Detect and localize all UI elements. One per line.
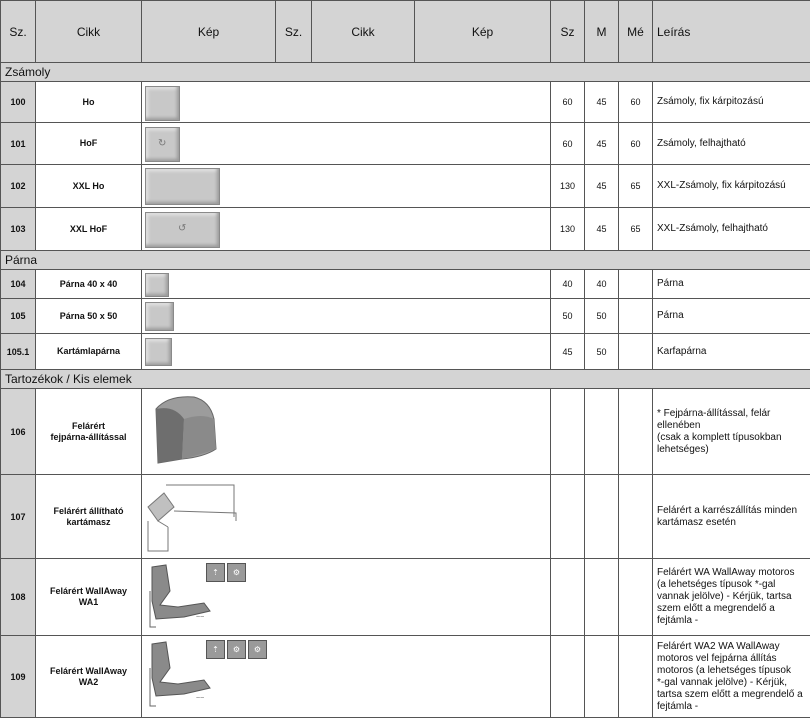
table-row: [1, 299, 810, 334]
header-sz: Sz.: [1, 1, 36, 63]
description: [653, 475, 810, 559]
table-row: [1, 82, 810, 123]
height-value: [585, 389, 619, 475]
fold-arrow-icon: ↺: [178, 223, 187, 234]
description-line: motoros vel fejpárna állítás: [657, 652, 777, 664]
table-row: [1, 559, 810, 636]
wallaway-recliner-image: [144, 561, 214, 633]
row-number: 104: [1, 270, 36, 299]
svg-text:~~: ~~: [196, 695, 205, 702]
description-line: kartámasz esetén: [657, 516, 736, 528]
section-row: [1, 251, 810, 270]
description-line: (a lehetséges típusok *-gal: [657, 579, 776, 590]
height-value: 45: [585, 123, 619, 165]
width-value: [551, 636, 585, 718]
depth-value: [619, 299, 653, 334]
product-image-cell: [142, 334, 551, 370]
article-name: [36, 636, 142, 718]
section-zsamoly: Zsámoly: [1, 63, 810, 82]
description: [653, 559, 810, 636]
article-name-line: Felárért állítható: [53, 505, 124, 516]
product-image-cell: [142, 123, 551, 165]
description: XXL-Zsámoly, felhajtható: [653, 208, 810, 251]
description-line: Felárért WA2 WA WallAway: [657, 640, 780, 652]
description-line: lehetséges): [657, 443, 709, 455]
article-name: Ho: [36, 82, 142, 123]
description: Zsámoly, fix kárpitozású: [653, 82, 810, 123]
product-image-cell: [142, 389, 551, 475]
description: Zsámoly, felhajtható: [653, 123, 810, 165]
article-name-line: kartámasz: [66, 516, 111, 527]
wallaway-recliner-image: [144, 638, 214, 714]
product-image-cell: [142, 636, 551, 718]
article-name-line: Felárért: [71, 420, 106, 431]
cushion-image: [145, 302, 174, 331]
fold-arrow-icon: ↻: [158, 138, 167, 149]
width-value: 130: [551, 208, 585, 251]
description: Párna: [653, 270, 810, 299]
height-value: 45: [585, 208, 619, 251]
description-line: (csak a komplett típusokban: [657, 431, 782, 443]
depth-value: 65: [619, 208, 653, 251]
adjustable-armrest-image: [144, 477, 244, 555]
table-row: [1, 208, 810, 251]
description: [653, 636, 810, 718]
width-value: [551, 475, 585, 559]
product-image-cell: [142, 475, 551, 559]
ottoman-image: [145, 86, 180, 121]
foldable-ottoman-image: [145, 127, 180, 162]
width-value: 40: [551, 270, 585, 299]
header-width: Sz: [551, 1, 585, 63]
width-value: 60: [551, 123, 585, 165]
description: XXL-Zsámoly, fix kárpitozású: [653, 165, 810, 208]
depth-value: 60: [619, 123, 653, 165]
article-name-line: WA1: [78, 597, 99, 607]
depth-value: 60: [619, 82, 653, 123]
width-value: 45: [551, 334, 585, 370]
height-value: 40: [585, 270, 619, 299]
height-value: [585, 475, 619, 559]
height-value: 45: [585, 165, 619, 208]
motor-recline-icon: ⇡: [206, 563, 225, 582]
svg-text:~~: ~~: [196, 614, 205, 621]
header-height: M: [585, 1, 619, 63]
description-line: ellenében: [657, 419, 701, 431]
section-row: [1, 63, 810, 82]
description-line: fejtámla -: [657, 615, 699, 626]
row-number: 101: [1, 123, 36, 165]
article-name: XXL Ho: [36, 165, 142, 208]
product-image-cell: [142, 165, 551, 208]
xxl-foldable-ottoman-image: [145, 212, 220, 248]
product-image-cell: [142, 559, 551, 636]
depth-value: 65: [619, 165, 653, 208]
motor-icons: [206, 640, 269, 659]
description: Párna: [653, 299, 810, 334]
description-line: Felárért WA WallAway motoros: [657, 567, 795, 578]
header-kep-2: Kép: [415, 1, 551, 63]
article-name: Párna 40 x 40: [36, 270, 142, 299]
cushion-image: [145, 273, 169, 297]
row-number: 106: [1, 389, 36, 475]
header-sz-2: Sz.: [276, 1, 312, 63]
row-number: 102: [1, 165, 36, 208]
article-name: XXL HoF: [36, 208, 142, 251]
article-name: HoF: [36, 123, 142, 165]
table-row: [1, 389, 810, 475]
description-line: vannak jelölve) - Kérjük, tartsa: [657, 591, 792, 602]
article-name-line: Felárért WallAway: [49, 586, 128, 596]
article-name: [36, 475, 142, 559]
depth-value: [619, 636, 653, 718]
article-name-line: fejpárna-állítással: [50, 431, 127, 442]
height-value: 50: [585, 334, 619, 370]
table-row: [1, 270, 810, 299]
table-row: [1, 475, 810, 559]
article-name: [36, 559, 142, 636]
depth-value: [619, 559, 653, 636]
header-kep: Kép: [142, 1, 276, 63]
row-number: 107: [1, 475, 36, 559]
product-image-cell: [142, 208, 551, 251]
description-line: tartsa szem előtt a megrendelő a: [657, 688, 803, 700]
width-value: [551, 559, 585, 636]
row-number: 105: [1, 299, 36, 334]
section-parna: Párna: [1, 251, 810, 270]
depth-value: [619, 389, 653, 475]
description-line: motoros (a lehetséges típusok: [657, 664, 791, 676]
table-row: [1, 334, 810, 370]
product-image-cell: [142, 82, 551, 123]
depth-value: [619, 334, 653, 370]
depth-value: [619, 270, 653, 299]
width-value: 60: [551, 82, 585, 123]
product-image-cell: [142, 270, 551, 299]
article-name: Párna 50 x 50: [36, 299, 142, 334]
width-value: 130: [551, 165, 585, 208]
motor-gear-icon: ⚙: [227, 640, 246, 659]
motor-gear-icon: ⚙: [227, 563, 246, 582]
header-cikk: Cikk: [36, 1, 142, 63]
table-row: [1, 636, 810, 718]
height-value: [585, 636, 619, 718]
table-row: [1, 165, 810, 208]
row-number: 108: [1, 559, 36, 636]
section-row: [1, 370, 810, 389]
section-tartozekok: Tartozékok / Kis elemek: [1, 370, 810, 389]
description-line: Felárért a karrészállítás minden: [657, 504, 798, 516]
armrest-cushion-image: [145, 338, 172, 366]
article-name-line: WA2: [78, 676, 99, 687]
row-number: 103: [1, 208, 36, 251]
header-leiras: Leírás: [653, 1, 810, 63]
motor-headrest-gear-icon: ⚙: [248, 640, 267, 659]
product-image-cell: [142, 299, 551, 334]
row-number: 105.1: [1, 334, 36, 370]
header-cikk-2: Cikk: [312, 1, 415, 63]
description: [653, 389, 810, 475]
article-name-line: Felárért WallAway: [49, 665, 128, 676]
width-value: 50: [551, 299, 585, 334]
depth-value: [619, 475, 653, 559]
header-depth: Mé: [619, 1, 653, 63]
row-number: 100: [1, 82, 36, 123]
header-row: [1, 1, 810, 63]
description-line: *-gal vannak jelölve) - Kérjük,: [657, 676, 788, 688]
height-value: [585, 559, 619, 636]
description-line: * Fejpárna-állítással, felár: [657, 407, 771, 419]
headrest-image: [144, 391, 224, 471]
motor-icons: [206, 563, 248, 582]
xxl-ottoman-image: [145, 168, 220, 205]
motor-recline-icon: ⇡: [206, 640, 225, 659]
row-number: 109: [1, 636, 36, 718]
article-name: [36, 389, 142, 475]
height-value: 50: [585, 299, 619, 334]
description: Karfapárna: [653, 334, 810, 370]
width-value: [551, 389, 585, 475]
table-row: [1, 123, 810, 165]
description-line: szem előtt a megrendelő a: [657, 603, 775, 614]
article-name: Kartámlapárna: [36, 334, 142, 370]
description-line: fejtámla -: [657, 700, 699, 712]
height-value: 45: [585, 82, 619, 123]
